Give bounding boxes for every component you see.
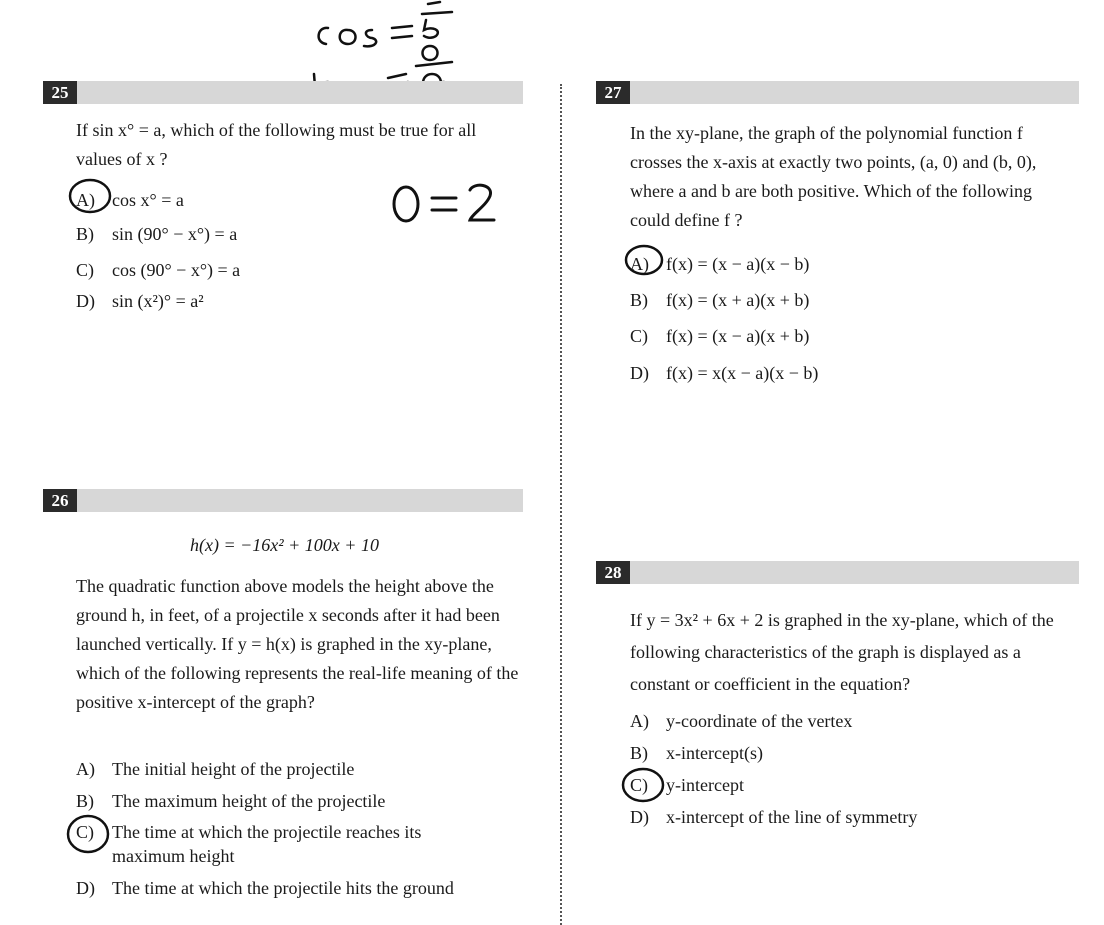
question-26-header: [43, 489, 523, 512]
option-letter: D): [630, 807, 649, 827]
option-letter: C): [76, 260, 94, 280]
option-text: The time at which the projectile hits the ground: [112, 878, 454, 898]
option-text: The time at which the projectile reaches its maximum height: [112, 822, 422, 866]
column-divider: [560, 84, 562, 925]
question-28-number: 28: [596, 561, 630, 584]
question-25-number: 25: [43, 81, 77, 104]
question-28-stem: [630, 604, 1085, 700]
option-text: y-coordinate of the vertex: [666, 711, 853, 731]
question-27-option-d[interactable]: [630, 361, 818, 385]
question-25-stem: [76, 116, 526, 174]
question-28-option-c[interactable]: [630, 773, 744, 797]
option-letter: B): [76, 224, 94, 244]
question-26-number: 26: [43, 489, 77, 512]
option-text: sin (x²)° = a²: [112, 291, 204, 311]
question-27-option-a[interactable]: [630, 252, 809, 276]
question-25-option-a[interactable]: [76, 188, 184, 212]
option-text: x-intercept of the line of symmetry: [666, 807, 918, 827]
question-25-option-b[interactable]: [76, 222, 237, 246]
question-27-stem: [630, 119, 1070, 235]
option-text: f(x) = (x − a)(x + b): [666, 326, 810, 346]
option-text: f(x) = x(x − a)(x − b): [666, 363, 819, 383]
question-25-header: [43, 81, 523, 104]
handwritten-note-zero-equals-two: [390, 180, 500, 230]
option-letter: A): [76, 759, 95, 779]
option-text: x-intercept(s): [666, 743, 763, 763]
question-27-option-c[interactable]: [630, 324, 809, 348]
question-27-number: 27: [596, 81, 630, 104]
question-27-header: [596, 81, 1079, 104]
option-text: f(x) = (x − a)(x − b): [666, 254, 810, 274]
option-letter: A): [630, 254, 649, 274]
question-26-option-d[interactable]: [76, 876, 454, 900]
question-25-option-d[interactable]: [76, 289, 204, 313]
question-26-stem-text: The quadratic function above models the height above the ground h, in feet, of a projectile x seconds after it had been launched vertically. If y = h(x) is graphed in the xy-plane, which of the following represents the real-life meaning of the positive x-intercept of the graph?: [76, 576, 519, 712]
question-25-option-c[interactable]: [76, 258, 240, 282]
question-28-stem-text: If y = 3x² + 6x + 2 is graphed in the xy-plane, which of the following characteristics of the graph is displayed as a constant or coefficient in the equation?: [630, 610, 1054, 694]
question-27-stem-text: In the xy-plane, the graph of the polynomial function f crosses the x-axis at exactly two points, (a, 0) and (b, 0), where a and b are both positive. Which of the following could define f ?: [630, 123, 1037, 230]
question-26-option-a[interactable]: [76, 757, 354, 781]
option-text: y-intercept: [666, 775, 744, 795]
option-letter: B): [630, 743, 648, 763]
question-26-equation: h(x) = −16x² + 100x + 10: [190, 535, 379, 555]
question-26-option-c[interactable]: [76, 820, 496, 868]
option-letter: C): [630, 326, 648, 346]
option-text: The maximum height of the projectile: [112, 791, 386, 811]
question-28-option-a[interactable]: [630, 709, 852, 733]
option-text: The initial height of the projectile: [112, 759, 355, 779]
question-28-option-d[interactable]: [630, 805, 917, 829]
option-letter: B): [76, 791, 94, 811]
option-letter: A): [630, 711, 649, 731]
question-28-option-b[interactable]: [630, 741, 763, 765]
option-text: f(x) = (x + a)(x + b): [666, 290, 810, 310]
question-26-stem: [76, 572, 521, 717]
option-letter: A): [76, 190, 95, 210]
option-letter: C): [76, 822, 94, 842]
question-26-option-b[interactable]: [76, 789, 385, 813]
question-25-stem-text: If sin x° = a, which of the following must be true for all values of x ?: [76, 120, 477, 169]
option-letter: C): [630, 775, 648, 795]
option-letter: B): [630, 290, 648, 310]
option-text: cos (90° − x°) = a: [112, 260, 241, 280]
option-text: sin (90° − x°) = a: [112, 224, 238, 244]
question-28-header: [596, 561, 1079, 584]
option-letter: D): [630, 363, 649, 383]
question-27-option-b[interactable]: [630, 288, 809, 312]
option-letter: D): [76, 878, 95, 898]
option-text: cos x° = a: [112, 190, 184, 210]
option-letter: D): [76, 291, 95, 311]
